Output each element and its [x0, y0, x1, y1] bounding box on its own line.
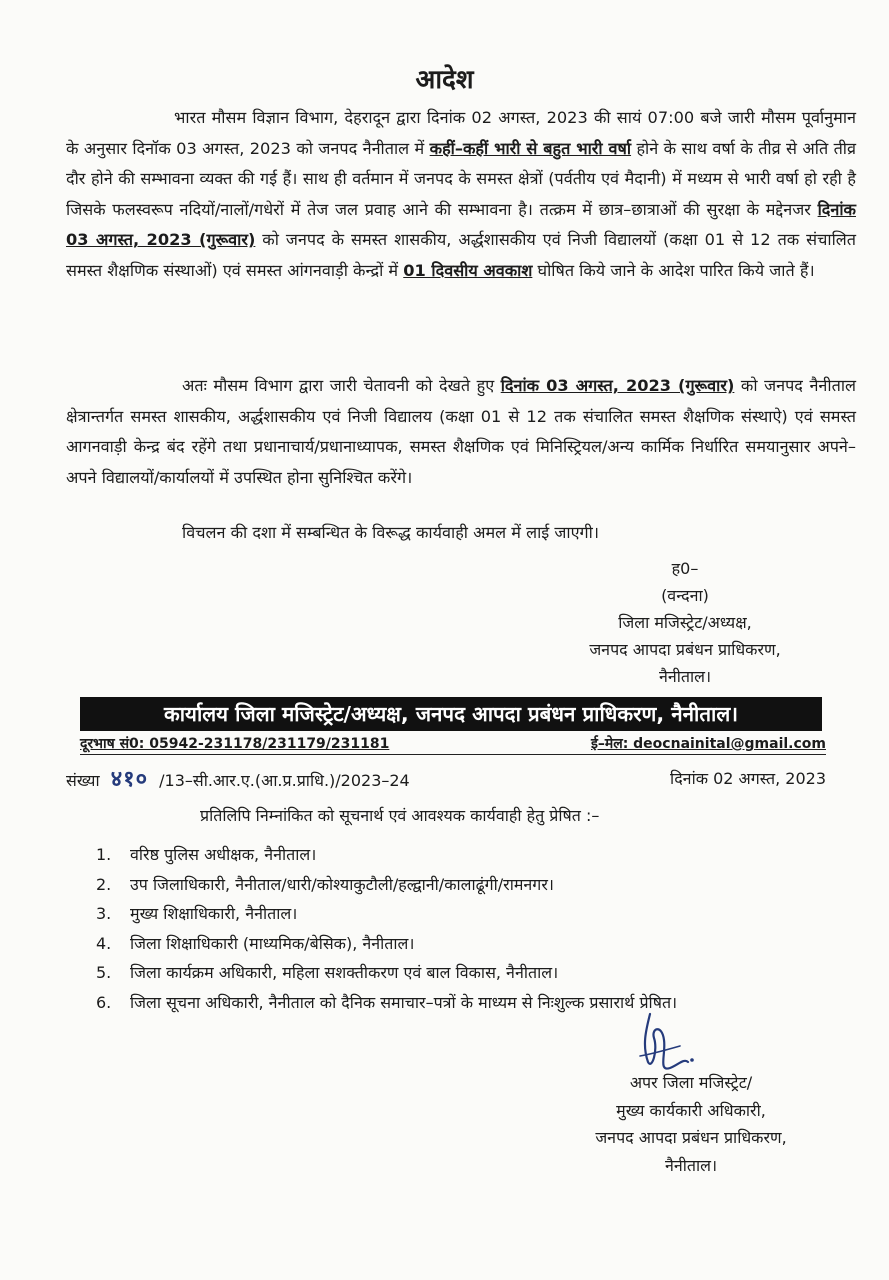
recipient-text: मुख्य शिक्षाधिकारी, नैनीताल। [130, 904, 298, 923]
contact-line [80, 733, 826, 755]
signatory-designation-1: अपर जिला मजिस्ट्रेट/ [629, 1073, 753, 1092]
signature-block-district-magistrate [560, 555, 810, 690]
signatory-designation-2: मुख्य कार्यकारी अधिकारी, [616, 1100, 766, 1120]
body-text: घोषित किये जाने के आदेश पारित किये जाते हैं। [532, 260, 815, 280]
body-text: भारत मौसम विज्ञान विभाग, देहरादून द्वारा दिनांक 02 अगस्त, 2023 की सायं 07:00 बजे जारी मौसम पूर्वानुमान के अनुसार दिनॉक 03 अगस्त, 2023 को जनपद नैनीताल में [66, 108, 856, 158]
document-title: आदेश [415, 65, 474, 95]
reference-suffix: /13–सी.आर.ए.(आ.प्र.प्राधि.)/2023–24 [159, 771, 410, 790]
signatory-name: (वन्दना) [661, 586, 709, 605]
copy-to-intro: प्रतिलिपि निम्नांकित को सूचनार्थ एवं आवश्यक कार्यवाही हेतु प्रेषित :– [200, 806, 600, 825]
recipient-text: जिला कार्यक्रम अधिकारी, महिला सशक्तीकरण एवं बाल विकास, नैनीताल। [130, 963, 559, 982]
emphasis-text: कहीं–कहीं भारी से बहुत भारी वर्षा [429, 138, 632, 158]
body-text: होने के साथ वर्षा के तीव्र से अति तीव्र दौर होने की सम्भावना व्यक्त की गई हैं। साथ ही वर्तमान में जनपद के समस्त क्षेत्रों (पर्वतीय एवं मैदानी) में मध्यम से भारी वर्षा हो रही है जिसके फलस्वरूप नदियों/नालों/गधेरों में तेज जल प्रवाह आने की सम्भावना है। तत्क्रम में छात्र–छात्राओं की सुरक्षा के मद्देनजर [66, 138, 856, 219]
recipient-number: 3. [96, 904, 112, 923]
recipient-number: 5. [96, 963, 112, 982]
signature-block-additional-magistrate [556, 1069, 826, 1179]
paragraph-order-main [66, 103, 856, 286]
contact-divider [80, 754, 826, 755]
email-address: ई–मेल: deocnainital@gmail.com [590, 736, 826, 752]
recipient-item [96, 929, 858, 959]
signatory-place: नैनीताल। [658, 667, 712, 686]
emphasis-text: 01 दिवसीय अवकाश [403, 260, 533, 280]
recipient-item [96, 988, 858, 1018]
reference-prefix: संख्या [66, 771, 100, 790]
recipient-number: 2. [96, 874, 112, 894]
recipient-text: जिला शिक्षाधिकारी (माध्यमिक/बेसिक), नैनीताल। [130, 933, 415, 953]
recipient-number: 6. [96, 992, 112, 1012]
signatory-authority: जनपद आपदा प्रबंधन प्राधिकरण, [595, 1128, 787, 1147]
recipient-text: जिला सूचना अधिकारी, नैनीताल को दैनिक समाचार–पत्रों के माध्यम से निःशुल्क प्रसारार्थ प्रेषित। [130, 992, 678, 1012]
handwritten-dispatch-number: ४१० [110, 766, 149, 792]
office-banner: कार्यालय जिला मजिस्ट्रेट/अध्यक्ष, जनपद आपदा प्रबंधन प्राधिकरण, नैनीताल। [80, 697, 822, 731]
recipient-list [96, 840, 858, 1017]
recipient-number: 4. [96, 933, 112, 953]
recipient-item [96, 899, 858, 929]
emphasis-text: दिनांक 03 अगस्त, 2023 (गुरूवार) [66, 199, 856, 249]
recipient-item [96, 958, 858, 988]
phone-number: दूरभाष सं0: 05942-231178/231179/231181 [80, 736, 390, 752]
signatory-designation: जिला मजिस्ट्रेट/अध्यक्ष, [618, 613, 752, 632]
emphasis-text: दिनांक 03 अगस्त, 2023 (गुरूवार) [500, 376, 735, 395]
recipient-item [96, 870, 858, 900]
reference-date: दिनांक 02 अगस्त, 2023 [670, 769, 826, 788]
paragraph-warning [66, 371, 856, 493]
signatory-authority: जनपद आपदा प्रबंधन प्राधिकरण, [589, 640, 781, 659]
body-text: को जनपद के समस्त शासकीय, अर्द्धशासकीय एवं निजी विद्यालयों (कक्षा 01 से 12 तक संचालित समस्त शैक्षणिक संस्थाओं) एवं समस्त आंगनवाड़ी केन्द्रों में [66, 230, 856, 280]
body-text: अतः मौसम विभाग द्वारा जारी चेतावनी को देखते हुए [182, 376, 501, 395]
paragraph-violation-note: विचलन की दशा में सम्बन्धित के विरूद्ध कार्यवाही अमल में लाई जाएगी। [182, 523, 599, 542]
reference-number [66, 764, 410, 796]
recipient-text: उप जिलाधिकारी, नैनीताल/धारी/कोश्याकुटौली/हल्द्वानी/कालाढूंगी/रामनगर। [130, 874, 554, 894]
body-text: को जनपद नैनीताल क्षेत्रान्तर्गत समस्त शासकीय, अर्द्धशासकीय एवं निजी विद्यालय (कक्षा 01 से 12 तक संचालित समस्त शैक्षणिक संस्थाऐ) एवं समस्त आगनवाड़ी केन्द्र बंद रहेंगे तथा प्रधानाचार्य/प्रधानाध्यापक, समस्त शैक्षणिक एवं मिनिस्ट्रियल/अन्य कार्मिक निर्धारित समयानुसार अपने–अपने विद्यालयों/कार्यालयों में उपस्थित होना सुनिश्चित करेंगे। [66, 376, 856, 487]
recipient-item [96, 840, 858, 870]
signatory-place: नैनीताल। [664, 1155, 718, 1175]
signed-mark: ह0– [671, 559, 699, 578]
recipient-text: वरिष्ठ पुलिस अधीक्षक, नैनीताल। [130, 845, 317, 864]
recipient-number: 1. [96, 845, 112, 864]
